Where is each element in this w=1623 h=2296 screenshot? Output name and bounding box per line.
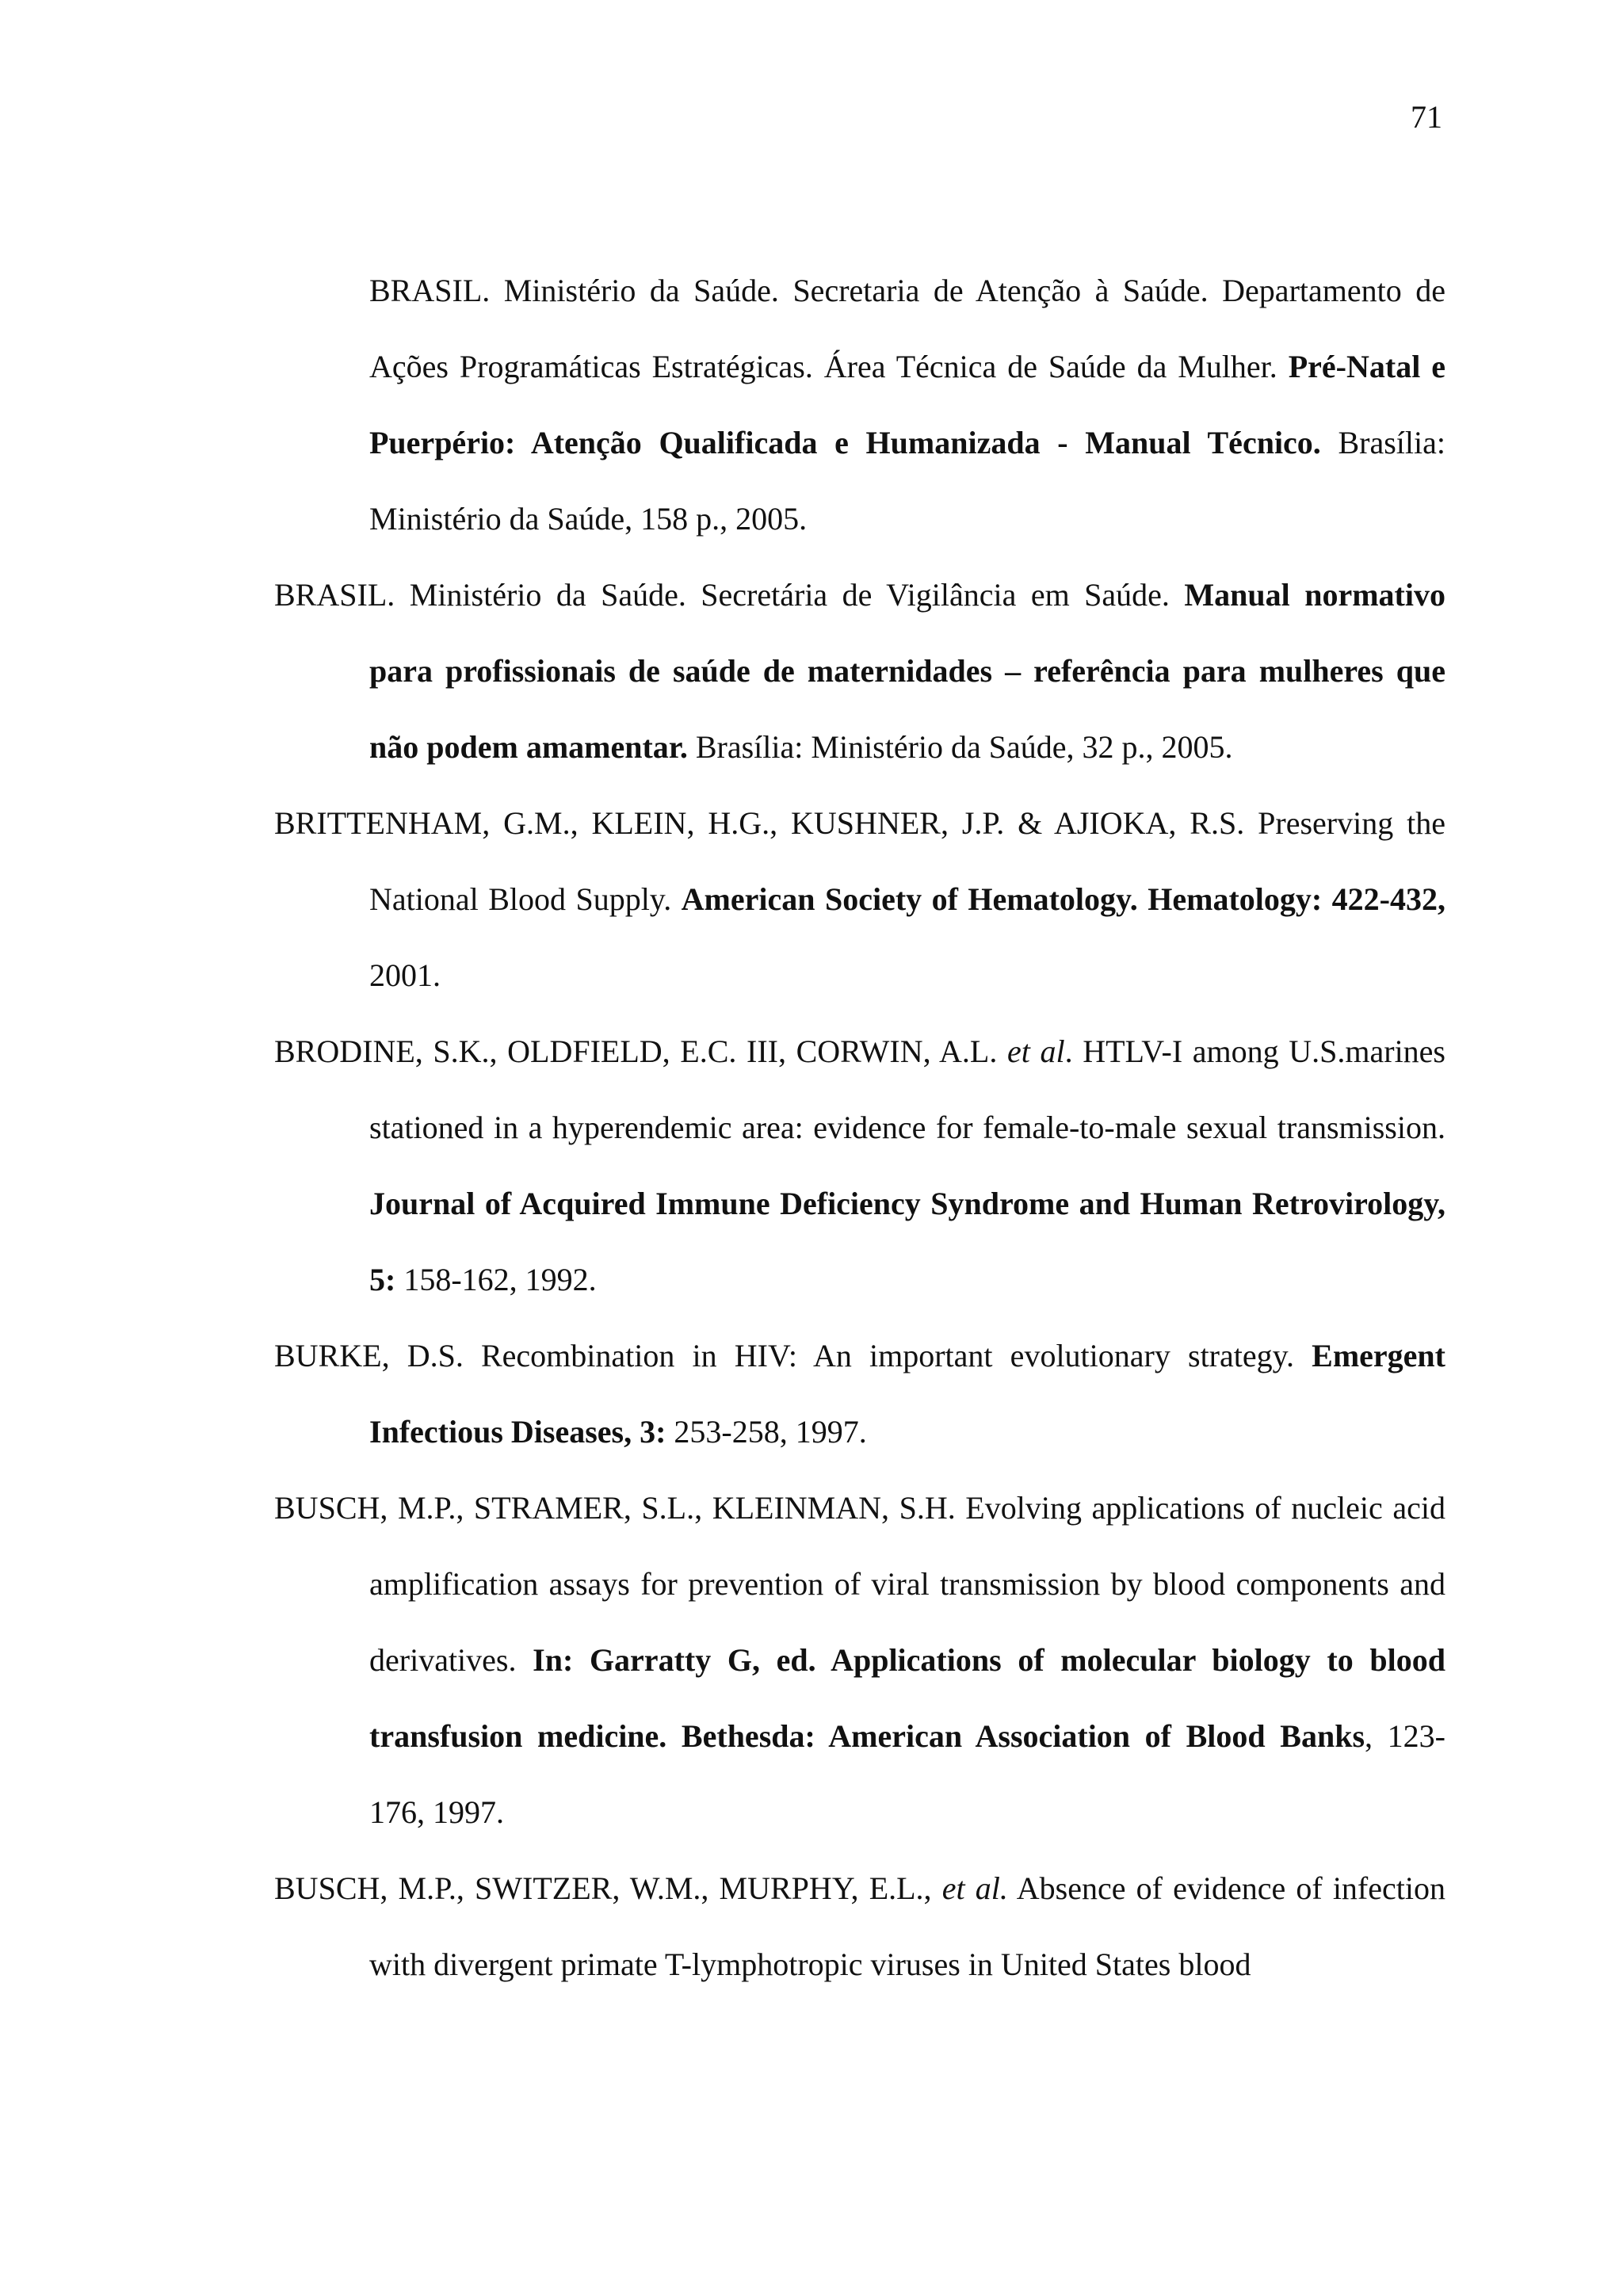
reference-item [274, 1851, 1445, 2003]
reference-text: BRASIL. Ministério da Saúde. Secretária de Vigilância em Saúde. [274, 577, 1185, 613]
reference-title: Emergent Infectious Diseases, 3: [369, 1338, 1445, 1450]
reference-text: BRODINE, S.K., OLDFIELD, E.C. III, CORWIN, A.L. [274, 1033, 1007, 1069]
reference-title: Journal of Acquired Immune Deficiency Syndrome and Human Retrovirology, 5: [369, 1186, 1445, 1297]
reference-italic: et al. [941, 1870, 1008, 1906]
reference-text: BUSCH, M.P., STRAMER, S.L., KLEINMAN, S.H. Evolving applications of nucleic acid amplification assays for prevention of viral transmission by blood components and derivatives. [274, 1490, 1445, 1678]
reference-list [274, 253, 1445, 2003]
reference-text: . HTLV-I among U.S.marines stationed in a hyperendemic area: evidence for female-to-male sexual transmission. [369, 1033, 1445, 1145]
page-number: 71 [1411, 99, 1442, 135]
reference-text: 2001. [369, 957, 441, 993]
reference-title: In: Garratty G, ed. Applications of molecular biology to blood transfusion medicine. Bethesda: American Association of Blood Banks [369, 1642, 1445, 1754]
reference-text: , 123-176, 1997. [369, 1718, 1445, 1830]
reference-item [338, 253, 1445, 557]
reference-title: Manual normativo para profissionais de saúde de maternidades – referência para mulheres que não podem amamentar. [369, 577, 1445, 765]
reference-text: Brasília: Ministério da Saúde, 158 p., 2005. [369, 425, 1445, 537]
reference-text: BURKE, D.S. Recombination in HIV: An important evolutionary strategy. [274, 1338, 1312, 1373]
reference-text: BUSCH, M.P., SWITZER, W.M., MURPHY, E.L., [274, 1870, 942, 1906]
reference-text: Absence of evidence of infection with divergent primate T-lymphotropic viruses in United States blood [369, 1870, 1445, 1982]
reference-text: 253-258, 1997. [666, 1414, 867, 1450]
reference-text: BRITTENHAM, G.M., KLEIN, H.G., KUSHNER, J.P. & AJIOKA, R.S. Preserving the National Blood Supply. [274, 805, 1445, 917]
reference-item [274, 557, 1445, 785]
reference-text: 158-162, 1992. [395, 1262, 597, 1297]
reference-italic: et al [1006, 1033, 1065, 1069]
reference-text: BRASIL. Ministério da Saúde. Secretaria de Atenção à Saúde. Departamento de Ações Programáticas Estratégicas. Área Técnica de Saúde da Mulher. [369, 273, 1445, 384]
reference-item [274, 1014, 1445, 1318]
reference-text: Brasília: Ministério da Saúde, 32 p., 2005. [687, 729, 1233, 765]
reference-item [274, 1470, 1445, 1851]
reference-title: Pré-Natal e Puerpério: Atenção Qualificada e Humanizada - Manual Técnico. [369, 349, 1445, 460]
reference-title: American Society of Hematology. Hematology: 422-432, [681, 881, 1445, 917]
reference-item [274, 785, 1445, 1014]
reference-item [274, 1318, 1445, 1470]
